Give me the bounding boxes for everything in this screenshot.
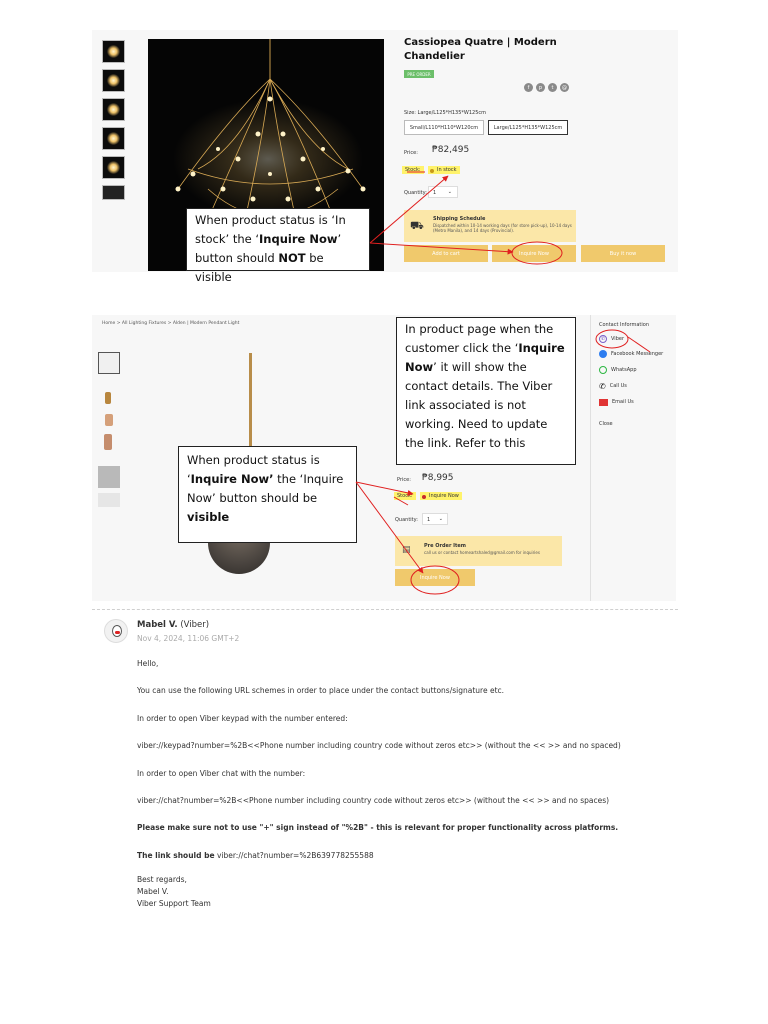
- stock-label: Stock:: [402, 166, 424, 174]
- note-text: When product status is ‘: [187, 453, 320, 486]
- viber-icon: ✆: [600, 336, 606, 342]
- size-option-large[interactable]: Large/L125*H135*W125cm: [488, 120, 568, 135]
- phone-icon: ✆: [599, 381, 606, 391]
- signature-line: Mabel V.: [137, 887, 169, 896]
- note-text: In product page when the customer click the ‘: [405, 322, 554, 355]
- facebook-icon[interactable]: f: [524, 83, 533, 92]
- pre-order-text: call us or contact homeartshaled@gmail.com for inquiries: [424, 550, 540, 555]
- email-greeting: Hello,: [137, 659, 159, 668]
- quantity-value: 1: [427, 517, 431, 523]
- note-text-bold: NOT: [278, 251, 306, 265]
- twitter-icon[interactable]: t: [548, 83, 557, 92]
- note-text-bold: Inquire Now’: [190, 472, 274, 486]
- note-text-bold: Inquire Now: [405, 341, 565, 374]
- email-line-link: [137, 851, 374, 860]
- inquire-now-button[interactable]: Inquire Now: [395, 569, 475, 586]
- contact-panel-heading: Contact Information: [599, 322, 649, 328]
- stock-label: Stock:: [394, 492, 416, 500]
- annotation-circle: [411, 566, 459, 594]
- pre-order-badge: PRE ORDER: [404, 70, 434, 78]
- annotation-arrow: [370, 176, 448, 243]
- product-title: Cassiopea Quatre | Modern Chandelier: [404, 37, 557, 62]
- size-option-small[interactable]: Small/L110*H110*W120cm: [404, 120, 484, 135]
- pinterest-icon[interactable]: p: [536, 83, 545, 92]
- note-text: ’ it will show the contact details. The Viber link associated is not working. Need to update the link. Refer to this: [405, 360, 553, 450]
- annotation-circle: [596, 330, 628, 348]
- email-line: In order to open Viber chat with the number:: [137, 769, 306, 778]
- annotation-arrow: [356, 482, 413, 494]
- chevron-down-icon: ⌄: [447, 189, 452, 195]
- truck-icon: ⛟: [410, 219, 424, 232]
- quantity-label: Quantity:: [404, 190, 427, 196]
- shipping-title: Shipping Schedule: [433, 216, 486, 222]
- price-value: ₱8,995: [422, 473, 454, 483]
- note-text: be visible: [195, 251, 324, 284]
- signature-line: Viber Support Team: [137, 899, 211, 908]
- stock-status-text: Inquire Now: [429, 493, 459, 499]
- add-to-cart-button[interactable]: Add to cart: [404, 245, 488, 262]
- size-label: Size: Large/L125*H135*W125cm: [404, 110, 487, 116]
- email-line: viber://chat?number=%2B<<Phone number including country code without zeros etc>> (without the << >> and no spaces): [137, 796, 610, 805]
- annotation-stroke: [628, 337, 650, 352]
- note-text-bold: visible: [187, 510, 230, 524]
- price-label: Price:: [404, 150, 418, 156]
- stock-status-text: In stock: [437, 167, 457, 173]
- quantity-value: 1: [433, 190, 437, 196]
- note-text: the ‘Inquire Now’ button should be: [187, 472, 344, 505]
- sender-channel: (Viber): [180, 620, 210, 630]
- pre-order-title: Pre Order Item: [424, 543, 467, 549]
- viber-chat-link[interactable]: viber://chat?number=%2B639778255588: [216, 851, 374, 860]
- contact-label: Viber: [611, 336, 625, 342]
- email-signature: [137, 874, 211, 910]
- inquire-now-button[interactable]: Inquire Now: [492, 245, 576, 262]
- email-line: You can use the following URL schemes in order to place under the contact buttons/signature etc.: [137, 686, 505, 695]
- note-text: When product status is ‘In stock’ the ‘: [195, 213, 346, 246]
- buy-it-now-button[interactable]: Buy it now: [581, 245, 665, 262]
- email-line: In order to open Viber keypad with the number entered:: [137, 714, 348, 723]
- contact-label: WhatsApp: [611, 367, 637, 373]
- annotation-arrow: [356, 482, 423, 573]
- email-icon[interactable]: @: [562, 84, 567, 91]
- sender-name: Mabel V.: [137, 620, 178, 630]
- sender-avatar: [104, 619, 128, 643]
- sender-line: [137, 620, 209, 630]
- price-value: ₱82,495: [432, 145, 470, 155]
- email-line-bold: Please make sure not to use "+" sign instead of "%2B" - this is relevant for proper functionality across platforms.: [137, 823, 619, 832]
- section-divider: [92, 609, 678, 610]
- contact-label: Facebook Messenger: [611, 351, 664, 357]
- quantity-label: Quantity:: [395, 517, 418, 523]
- annotation-arrow: [370, 243, 513, 252]
- shipping-text: Dispatched within 10-14 working days (for store pick-up), 10-14 days (Metro Manila), and 14 days (Provincial).: [433, 223, 572, 233]
- note-text-bold: Inquire Now: [259, 232, 338, 246]
- contact-label: Call Us: [609, 383, 627, 389]
- email-date: Nov 4, 2024, 11:06 GMT+2: [137, 634, 240, 643]
- close-link[interactable]: Close: [599, 421, 613, 427]
- note-text: ’ button should: [195, 232, 342, 265]
- price-label: Price:: [397, 477, 411, 483]
- email-line: viber://keypad?number=%2B<<Phone number including country code without zeros etc>> (without the << >> and no spaced): [137, 741, 621, 750]
- breadcrumb[interactable]: Home > All Lighting Fixtures > Alden | Modern Pendant Light: [102, 321, 240, 326]
- clipboard-icon: ▤: [402, 545, 411, 555]
- annotation-circle: [512, 242, 562, 264]
- contact-label: Email Us: [612, 399, 634, 405]
- annotation-stroke: [394, 497, 408, 505]
- email-bold-text: The link should be: [137, 851, 215, 860]
- chevron-down-icon: ⌄: [438, 516, 443, 522]
- signature-line: Best regards,: [137, 875, 187, 884]
